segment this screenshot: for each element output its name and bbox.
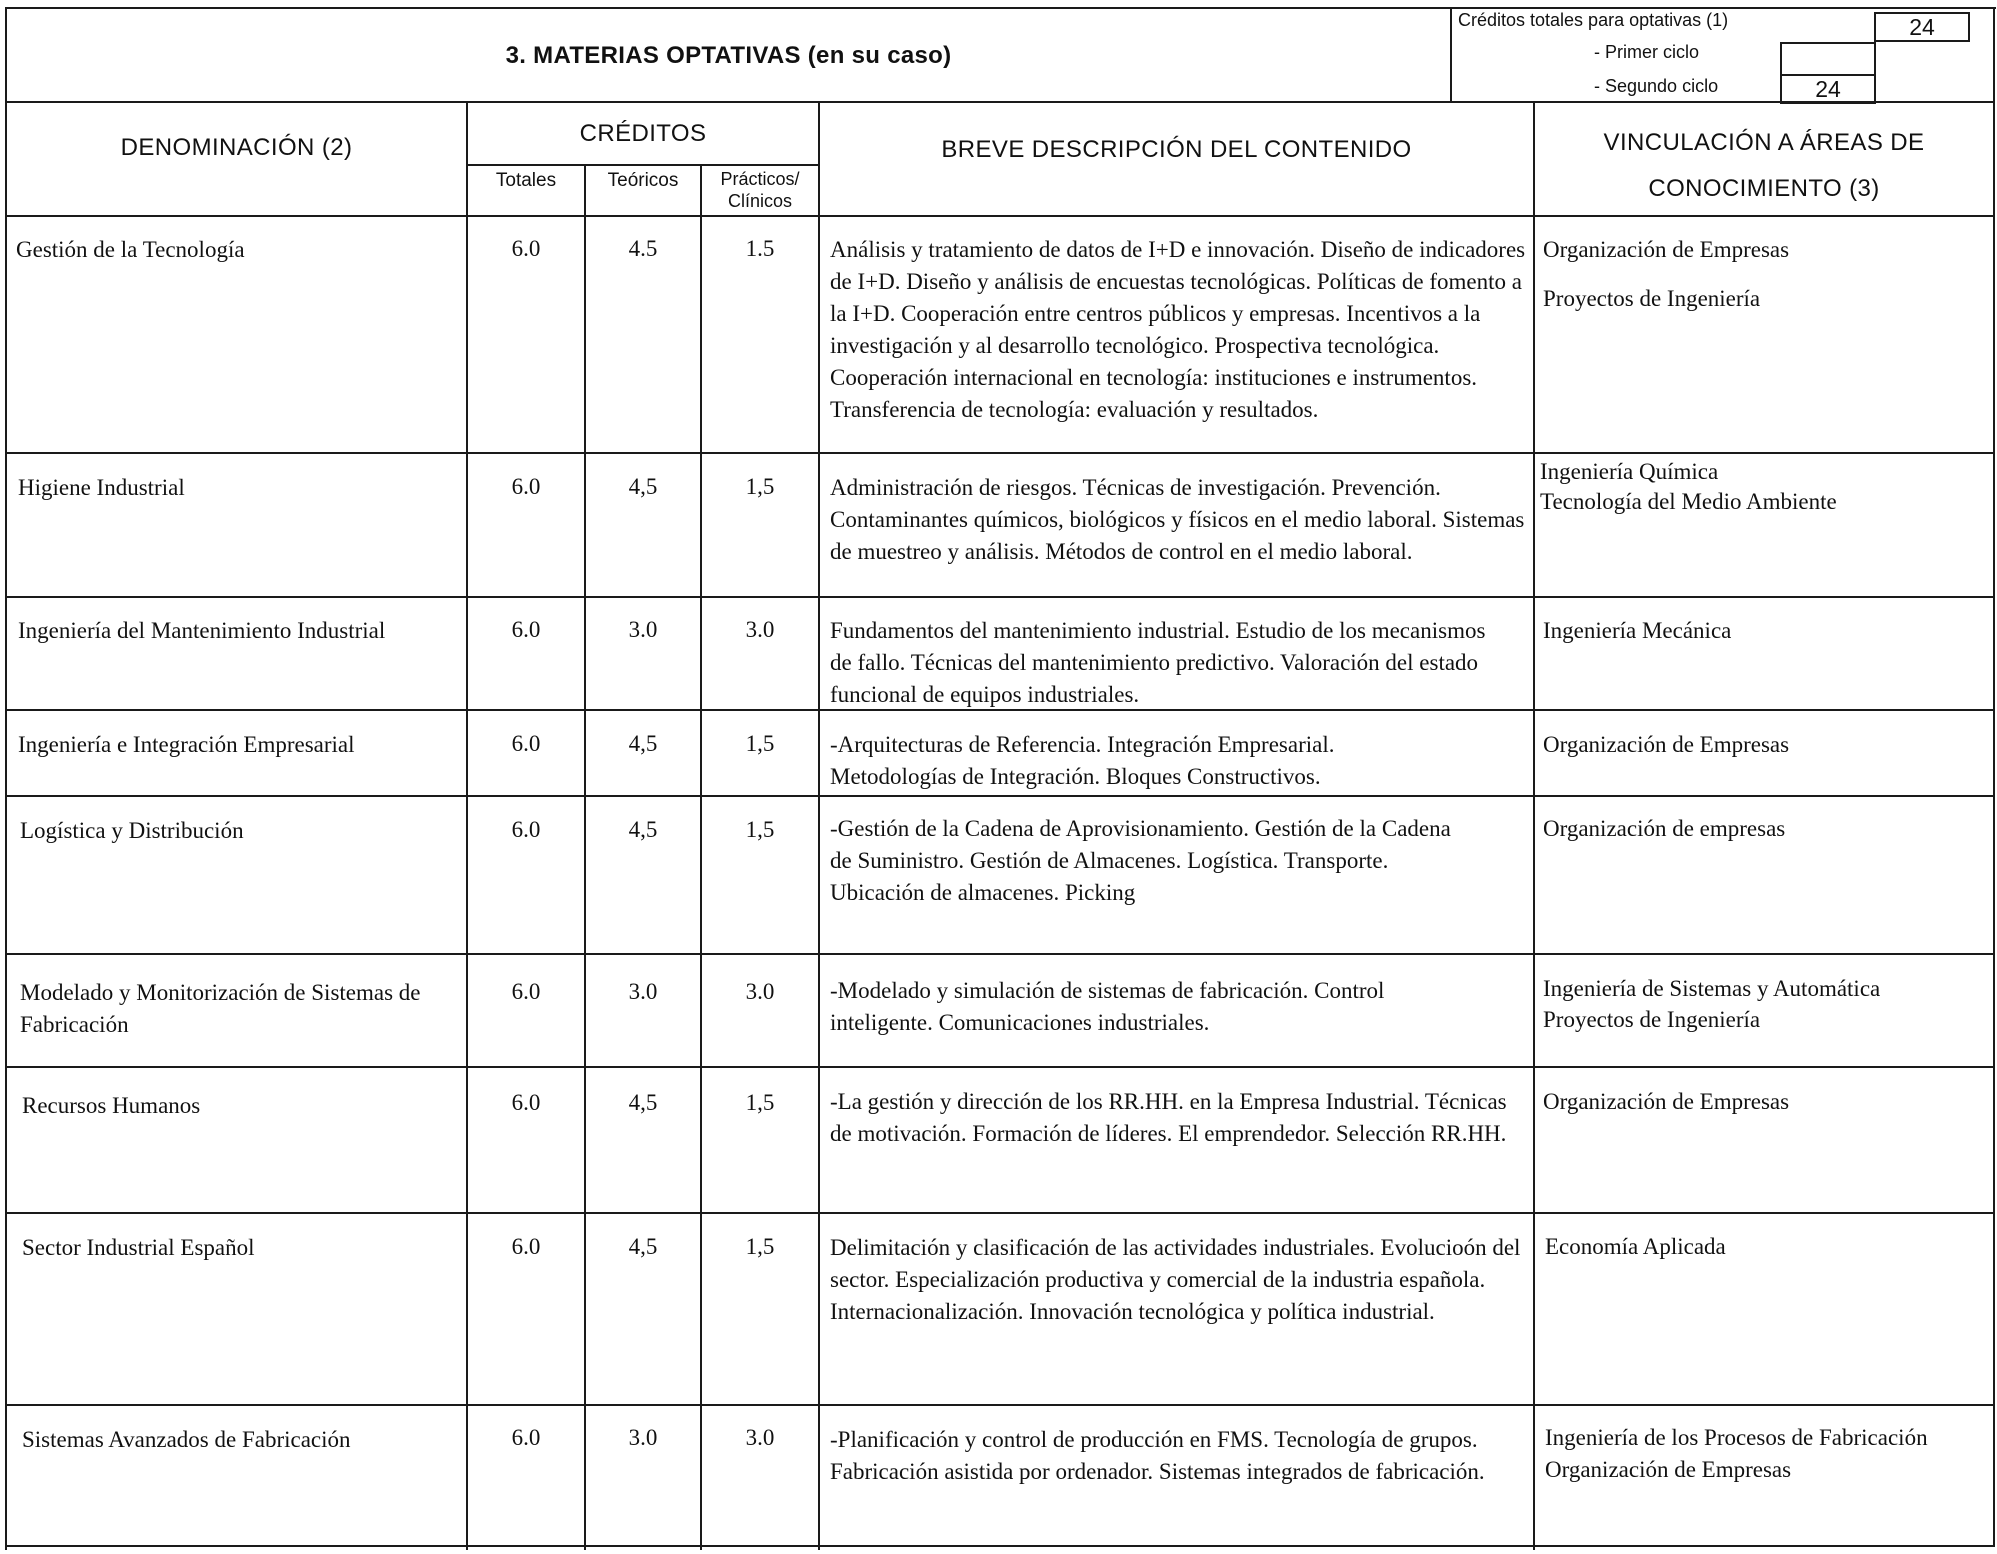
row-practicos: 1,5: [745, 474, 775, 499]
row-totales: 6.0: [511, 474, 541, 499]
row-area: Ingeniería de los Procesos de Fabricación: [1545, 1425, 1928, 1450]
row-teoricos: 4,5: [628, 1234, 658, 1259]
row-description: -Gestión de la Cadena de Aprovisionamiento. Gestión de la Cadena de Suministro. Gestión de Almacenes. Logística. Transporte. Ubicación de almacenes. Picking: [830, 816, 1451, 905]
row-name: Higiene Industrial: [18, 475, 185, 500]
row-description: Delimitación y clasificación de las actividades industriales. Evolucioón del sector. Especialización productiva y comercial de la industria española. Internacionalización. Innovación tecnológica y política industrial.: [830, 1235, 1521, 1324]
row-teoricos: 4,5: [628, 731, 658, 756]
credits-total-field: [1874, 12, 1970, 42]
credits-total-value: 24: [1909, 14, 1935, 40]
row-teoricos: 3.0: [628, 979, 658, 1004]
row-practicos: 1,5: [745, 1234, 775, 1259]
row-area: Organización de empresas: [1543, 816, 1786, 841]
row-teoricos: 3.0: [628, 1425, 658, 1450]
row-totales: 6.0: [511, 817, 541, 842]
row-totales: 6.0: [511, 1425, 541, 1450]
row-name: Sistemas Avanzados de Fabricación: [22, 1427, 351, 1452]
row-practicos: 1,5: [745, 817, 775, 842]
row-totales: 6.0: [511, 731, 541, 756]
row-practicos: 3.0: [745, 617, 775, 642]
row-area: Tecnología del Medio Ambiente: [1540, 489, 1837, 514]
column-header-practicos: Prácticos/ Clínicos: [720, 169, 800, 211]
row-area: Proyectos de Ingeniería: [1543, 1007, 1761, 1032]
column-header-teoricos: Teóricos: [607, 170, 679, 191]
row-name: Sector Industrial Español: [22, 1235, 255, 1260]
row-name: Ingeniería del Mantenimiento Industrial: [18, 618, 386, 643]
row-totales: 6.0: [511, 1234, 541, 1259]
column-header-denominacion: DENOMINACIÓN (2): [120, 134, 353, 161]
row-area: Organización de Empresas: [1543, 1089, 1790, 1114]
column-header-vinculacion-line1: VINCULACIÓN A ÁREAS DE: [1603, 129, 1925, 156]
row-practicos: 1,5: [745, 1090, 775, 1115]
row-area: Organización de Empresas: [1543, 732, 1790, 757]
row-teoricos: 4,5: [628, 817, 658, 842]
row-practicos: 3.0: [745, 1425, 775, 1450]
row-description: -Arquitecturas de Referencia. Integración Empresarial. Metodologías de Integración. Bloques Constructivos.: [830, 732, 1335, 789]
row-description: Fundamentos del mantenimiento industrial. Estudio de los mecanismos de fallo. Técnicas del mantenimiento predictivo. Valoración del estado funcional de equipos industriales.: [830, 618, 1486, 707]
row-description: Administración de riesgos. Técnicas de investigación. Prevención. Contaminantes químicos, biológicos y físicos en el medio laboral. Sistemas de muestreo y análisis. Métodos de control en el medio laboral.: [830, 475, 1525, 564]
row-practicos: 3.0: [745, 979, 775, 1004]
row-practicos: 1,5: [745, 731, 775, 756]
row-totales: 6.0: [511, 236, 541, 261]
row-name: Ingeniería e Integración Empresarial: [18, 732, 355, 757]
row-area: Ingeniería Mecánica: [1543, 618, 1732, 643]
row-name: Recursos Humanos: [22, 1093, 201, 1118]
row-description: -Planificación y control de producción en FMS. Tecnología de grupos. Fabricación asistida por ordenador. Sistemas integrados de fabricación.: [830, 1427, 1485, 1484]
row-teoricos: 4.5: [628, 236, 658, 261]
primer-ciclo-label: - Primer ciclo: [1594, 42, 1700, 62]
primer-ciclo-field: [1780, 42, 1876, 76]
column-header-descripcion: BREVE DESCRIPCIÓN DEL CONTENIDO: [941, 136, 1412, 163]
column-header-totales: Totales: [495, 170, 557, 191]
row-totales: 6.0: [511, 617, 541, 642]
page-title: 3. MATERIAS OPTATIVAS (en su caso): [505, 42, 952, 69]
segundo-ciclo-field: [1780, 74, 1876, 104]
row-name: Gestión de la Tecnología: [16, 237, 245, 262]
row-teoricos: 4,5: [628, 1090, 658, 1115]
row-area: Economía Aplicada: [1545, 1234, 1726, 1259]
row-area: Ingeniería de Sistemas y Automática: [1543, 976, 1881, 1001]
segundo-ciclo-label: - Segundo ciclo: [1594, 76, 1719, 96]
row-area: Proyectos de Ingeniería: [1543, 286, 1761, 311]
row-description: -La gestión y dirección de los RR.HH. en la Empresa Industrial. Técnicas de motivación. Formación de líderes. El emprendedor. Selección RR.HH.: [830, 1089, 1507, 1146]
row-practicos: 1.5: [745, 236, 775, 261]
row-teoricos: 4,5: [628, 474, 658, 499]
row-name: Logística y Distribución: [20, 818, 244, 843]
row-teoricos: 3.0: [628, 617, 658, 642]
segundo-ciclo-value: 24: [1815, 76, 1841, 102]
row-area: Organización de Empresas: [1545, 1457, 1792, 1482]
row-description: Análisis y tratamiento de datos de I+D e innovación. Diseño de indicadores de I+D. Diseño y análisis de encuestas tecnológicas. Políticas de fomento a la I+D. Cooperación entre centros públicos y empresas. Incentivos a la investigación y al desarrollo tecnológico. Prospectiva tecnológica. Cooperación internacional en tecnología: instituciones e instrumentos. Transferencia de tecnología: evaluación y resultados.: [830, 237, 1526, 422]
row-totales: 6.0: [511, 1090, 541, 1115]
row-totales: 6.0: [511, 979, 541, 1004]
column-header-vinculacion-line2: CONOCIMIENTO (3): [1648, 175, 1880, 202]
row-area: Ingeniería Química: [1540, 459, 1719, 484]
column-header-creditos: CRÉDITOS: [579, 120, 707, 147]
row-name: Modelado y Monitorización de Sistemas de Fabricación: [20, 980, 421, 1037]
row-area: Organización de Empresas: [1543, 237, 1790, 262]
column-header-vinculacion: [1535, 120, 1993, 212]
credits-total-label: Créditos totales para optativas (1): [1458, 10, 1729, 30]
row-description: -Modelado y simulación de sistemas de fabricación. Control inteligente. Comunicaciones industriales.: [830, 978, 1385, 1035]
